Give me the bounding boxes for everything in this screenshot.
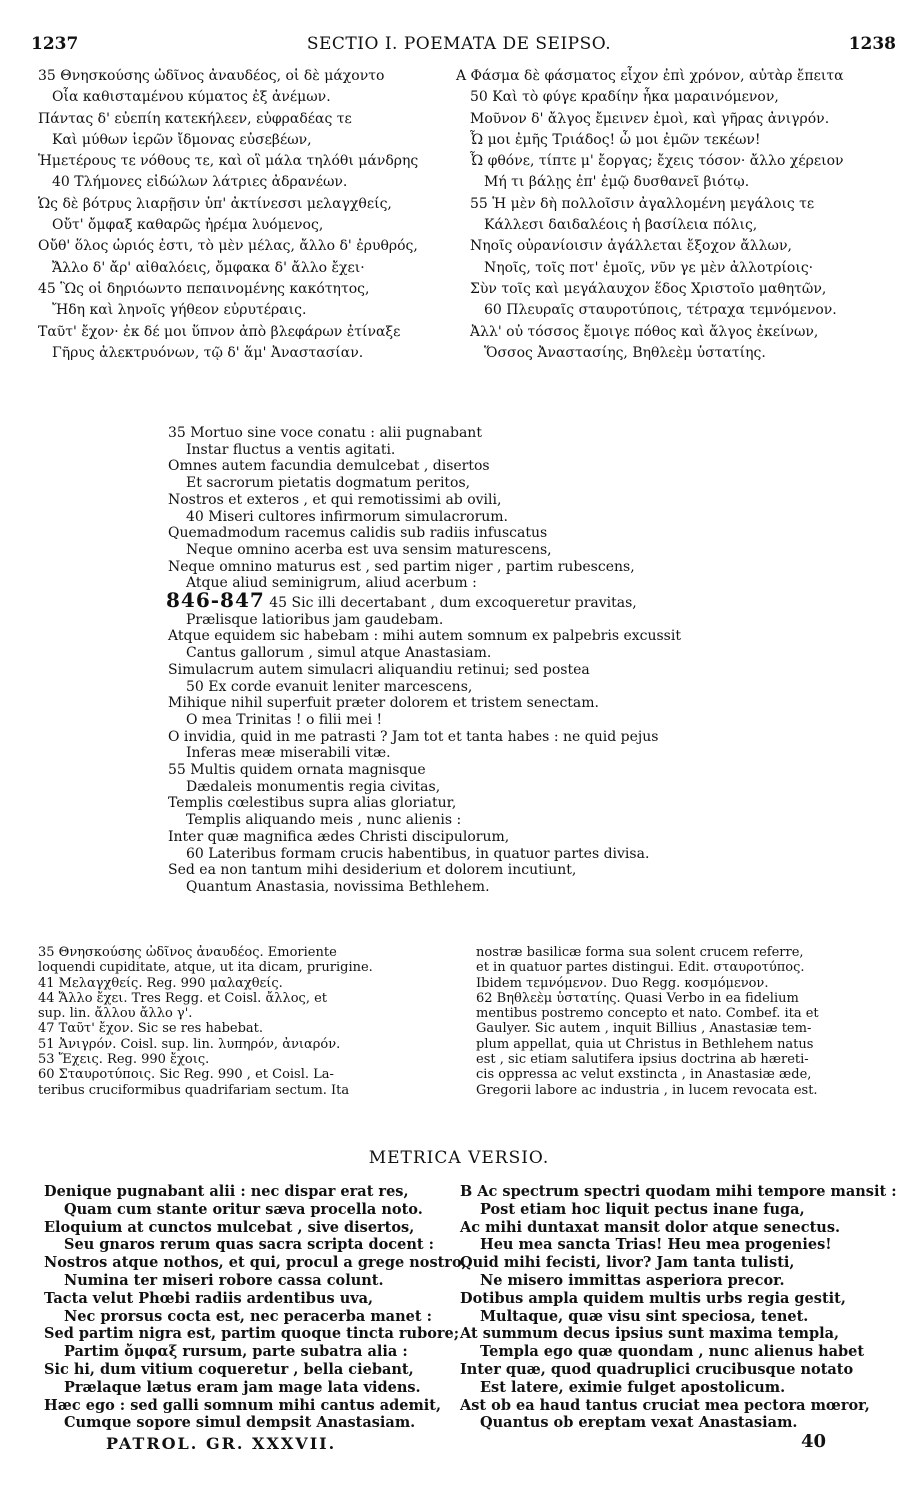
footnote-line: teribus cruciformibus quadrifariam sectum. Ita — [38, 1082, 350, 1098]
line-text: Et sacrorum pietatis dogmatum peritos, — [186, 475, 471, 492]
latin-line — [168, 612, 808, 629]
latin-line — [168, 846, 808, 863]
greek-verse-line — [38, 130, 458, 151]
footnote-line: cis oppressa ac velut exstincta , in Anastasiæ æde, — [476, 1067, 812, 1083]
metrical-verse-line — [44, 1183, 464, 1201]
line-text: Dotibus ampla quidem multis urbs regia gestit, — [460, 1289, 846, 1307]
line-text: Ὅσσος Ἀναστασίης, Βηθλεὲμ ὑστατίης. — [484, 344, 766, 361]
line-text: Οἷα καθισταμένου κύματος ἐξ ἀνέμων. — [52, 89, 331, 106]
line-text: Nostros et exteros , et qui remotissimi ab ovili, — [168, 491, 502, 508]
line-text: Cantus gallorum , simul atque Anastasiam. — [186, 645, 492, 662]
metrical-verse-line — [460, 1308, 900, 1326]
latin-line — [168, 492, 808, 509]
latin-line — [166, 588, 808, 613]
patrology-signature: PATROL. GR. XXXVII. — [106, 1434, 337, 1453]
latin-line — [168, 559, 808, 576]
latin-line — [168, 762, 808, 779]
line-text: Atque aliud seminigrum, aliud acerbum : — [186, 575, 477, 592]
footnotes-right-column — [476, 945, 891, 1098]
line-text: Νηοῖς οὐρανίοισιν ἀγάλλεται ἔξοχον ἄλλων, — [470, 238, 792, 255]
line-text: Quid mihi fecisti, livor? Jam tanta tulisti, — [460, 1254, 795, 1272]
line-text: Inter quæ, quod quadruplici crucibusque notato — [460, 1360, 854, 1378]
metrica-versio-heading: METRICA VERSIO. — [368, 1148, 550, 1168]
greek-verse-line — [456, 300, 896, 321]
metrical-verse-line — [460, 1254, 900, 1272]
greek-verse-line — [38, 172, 458, 193]
latin-line — [168, 458, 808, 475]
line-text: Neque omnino acerba est uva sensim maturescens, — [186, 541, 552, 558]
line-text: Ὦ φθόνε, τίπτε μ' ἔοργας; ἔχεις τόσον· ἄλλο χέρειον — [470, 153, 844, 170]
greek-verse-line — [38, 322, 458, 343]
greek-verse-line — [456, 279, 896, 300]
latin-translation — [168, 425, 808, 896]
line-text: Quemadmodum racemus calidis sub radiis infuscatus — [168, 525, 548, 542]
greek-verse-line — [456, 172, 896, 193]
metrical-verse-line — [460, 1290, 900, 1308]
line-text: Πάντας δ' εὐεπίη κατεκήλεεν, εὐφραδέας τε — [38, 110, 352, 127]
line-text: Denique pugnabant alii : nec dispar erat res, — [44, 1183, 409, 1200]
greek-text-right-column — [456, 66, 896, 364]
metrical-verse-line — [44, 1254, 467, 1272]
line-text: Ταῦτ' ἔχον· ἐκ δέ μοι ὕπνον ἀπὸ βλεφάρων ἐτίναξε — [38, 323, 401, 340]
metrical-verse-line — [44, 1219, 464, 1237]
latin-line — [168, 729, 808, 746]
line-text: Instar fluctus a ventis agitati. — [186, 441, 396, 458]
footnote-line: 35 Θνησκούσης ὠδῖνος ἀναυδέος. Emoriente — [38, 945, 337, 960]
metrical-verse-line — [460, 1183, 900, 1201]
metrical-verse-line — [44, 1272, 464, 1290]
line-text: Μή τι βάλῃς ἐπ' ἐμῷ δυσθανεῖ βιότῳ. — [484, 174, 750, 191]
latin-line — [168, 862, 808, 879]
line-text: Οὔθ' ὅλος ὡριός ἐστι, τὸ μὲν μέλας, ἄλλο δ' ἐρυθρός, — [38, 238, 418, 255]
line-text: Ὡς δὲ βότρυς λιαρῇσιν ὑπ' ἀκτίνεσσι μελαγχθείς, — [38, 195, 392, 212]
page-number-left: 1237 — [31, 34, 79, 54]
greek-verse-line — [38, 194, 458, 215]
line-text: Sed partim nigra est, partim quoque tincta rubore; — [44, 1325, 460, 1343]
line-text: 40 Τλήμονες εἰδώλων λάτριες ἀδρανέων. — [52, 174, 348, 191]
line-text: Templis cœlestibus supra alias gloriatur, — [168, 795, 457, 812]
greek-verse-line — [38, 343, 458, 364]
line-text: Nec prorsus cocta est, nec peracerba manet : — [64, 1307, 432, 1325]
latin-line — [168, 829, 808, 846]
line-text: Prælaque lætus eram jam mage lata videns. — [64, 1378, 421, 1396]
metrical-verse-line — [460, 1379, 900, 1397]
latin-line — [168, 745, 808, 762]
greek-verse-line — [38, 258, 458, 279]
metrical-verse-line — [44, 1379, 464, 1397]
line-text: 45 Ὣς οἱ δηριόωντο πεπαινομένης κακότητος, — [38, 280, 370, 297]
line-text: Νηοῖς, τοῖς ποτ' ἐμοῖς, νῦν γε μὲν ἀλλοτρίοις· — [484, 259, 814, 276]
greek-verse-line — [38, 300, 458, 321]
metrical-verse-line — [44, 1201, 464, 1219]
line-text: Templis aliquando meis , nunc alienis : — [186, 812, 462, 829]
greek-verse-line — [456, 151, 896, 172]
latin-line — [168, 662, 808, 679]
line-text: Est latere, eximie fulget apostolicum. — [480, 1378, 786, 1396]
greek-verse-line — [456, 66, 896, 87]
line-text: Καὶ μύθων ἱερῶν ἴδμονας εὐσεβέων, — [52, 131, 312, 148]
line-text: 60 Lateribus formam crucis habentibus, in quatuor partes divisa. — [186, 845, 650, 862]
footnote-line: 53 Ἔχεις. Reg. 990 ἔχοις. — [38, 1052, 210, 1068]
line-text: A Φάσμα δὲ φάσματος εἶχον ἐπὶ χρόνον, αὐτὰρ ἔπειτα — [456, 68, 844, 84]
line-text: Ἀλλ' οὐ τόσσος ἔμοιγε πόθος καὶ ἄλγος ἐκείνων, — [470, 323, 819, 340]
latin-line — [168, 645, 808, 662]
latin-line — [168, 442, 808, 459]
footnote-line: est , sic etiam salutifera ipsius doctrina ab hæreti- — [476, 1052, 809, 1068]
greek-verse-line — [38, 215, 458, 236]
line-text: Eloquium at cunctos mulcebat , sive disertos, — [44, 1218, 415, 1236]
latin-line — [168, 712, 808, 729]
footnote-line: nostræ basilicæ forma sua solent crucem referre, — [476, 945, 804, 960]
metrical-verse-line — [44, 1343, 464, 1361]
page-number-right: 1238 — [848, 34, 896, 54]
line-text: Seu gnaros rerum quas sacra scripta docent : — [64, 1236, 435, 1254]
latin-line — [168, 525, 808, 542]
line-text: Dædaleis monumentis regia civitas, — [186, 778, 441, 795]
line-text: 35 Θνησκούσης ὠδῖνος ἀναυδέος, οἱ δὲ μάχοντο — [38, 68, 385, 84]
greek-verse-line — [38, 87, 458, 108]
greek-verse-line — [456, 322, 896, 343]
latin-line — [168, 812, 808, 829]
latin-line — [168, 475, 808, 492]
sheet-number: 40 — [800, 1431, 826, 1452]
line-text: At summum decus ipsius sunt maxima templa, — [460, 1325, 840, 1343]
metrical-verse-line — [460, 1343, 900, 1361]
line-text: Hæc ego : sed galli somnum mihi cantus ademit, — [44, 1396, 442, 1414]
running-title: SECTIO I. POEMATA DE SEIPSO. — [306, 34, 612, 54]
line-text: 45 Sic illi decertabant , dum excoqueretur pravitas, — [269, 595, 637, 612]
line-text: Sed ea non tantum mihi desiderium et dolorem incutiunt, — [168, 862, 577, 879]
line-text: O mea Trinitas ! o filii mei ! — [186, 711, 383, 728]
line-text: Mihique nihil superfuit præter dolorem et tristem senectam. — [168, 695, 599, 712]
greek-verse-line — [38, 66, 458, 87]
footnote-line: sup. lin. ἄλλου ἄλλο γ'. — [38, 1006, 193, 1022]
metrical-verse-line — [44, 1361, 464, 1379]
metrical-verse-line — [44, 1414, 464, 1432]
footnotes-left-column — [38, 945, 453, 1098]
line-text: Ast ob ea haud tantus cruciat mea pectora mœror, — [460, 1396, 870, 1414]
greek-verse-line — [38, 236, 458, 257]
greek-verse-line — [456, 194, 896, 215]
latin-line — [168, 879, 808, 896]
line-text: Neque omnino maturus est , sed partim niger , partim rubescens, — [168, 558, 635, 575]
line-text: Tacta velut Phœbi radiis ardentibus uva, — [44, 1289, 374, 1307]
latin-line — [168, 425, 808, 442]
line-text: Post etiam hoc liquit pectus inane fuga, — [480, 1200, 805, 1218]
greek-verse-line — [38, 109, 458, 130]
line-text: Omnes autem facundia demulcebat , disertos — [168, 458, 490, 475]
line-text: Nostros atque nothos, et qui, procul a grege nostro, — [44, 1254, 467, 1272]
line-text: 55 Ἡ μὲν δὴ πολλοῖσιν ἀγαλλομένη μεγάλοις τε — [470, 195, 815, 212]
line-text: Σὺν τοῖς καὶ μεγάλαυχον ἕδος Χριστοῖο μαθητῶν, — [470, 280, 827, 297]
greek-verse-line — [456, 109, 896, 130]
greek-verse-line — [456, 215, 896, 236]
metrical-verse-line — [460, 1272, 900, 1290]
line-text: Heu mea sancta Trias! Heu mea progenies! — [480, 1236, 832, 1254]
latin-line — [168, 779, 808, 796]
footnote-line: plum appellat, quia ut Christus in Bethlehem natus — [476, 1036, 814, 1052]
line-text: Ne misero immittas asperiora precor. — [480, 1271, 785, 1289]
greek-verse-line — [456, 236, 896, 257]
metrical-verse-line — [460, 1414, 900, 1432]
metrical-verse-line — [44, 1236, 464, 1254]
line-text: 50 Ex corde evanuit leniter marcescens, — [186, 678, 473, 695]
greek-verse-line — [456, 130, 896, 151]
latin-line — [168, 695, 808, 712]
line-text: Ἡμετέρους τε νόθους τε, καὶ οἳ μάλα τηλόθι μάνδρης — [38, 153, 419, 170]
line-text: Atque equidem sic habebam : mihi autem somnum ex palpebris excussit — [168, 628, 681, 645]
line-text: B Ac spectrum spectri quodam mihi tempore mansit : — [460, 1183, 897, 1200]
footnote-line: Ibidem τεμνόμενον. Duo Regg. κοσμόμενον. — [476, 975, 769, 991]
line-text: Ἤδη καὶ ληνοῖς γήθεον εὐρυτέραις. — [52, 302, 307, 319]
footnote-line: Gregorii labore ac industria , in lucem revocata est. — [476, 1082, 818, 1098]
line-text: Ἄλλο δ' ἄρ' αἰθαλόεις, ὄμφακα δ' ἄλλο ἔχει· — [52, 259, 365, 276]
metrical-verse-line — [44, 1397, 464, 1415]
line-text: Quantum Anastasia, novissima Bethlehem. — [186, 878, 490, 895]
line-text: Partim ὄμφαξ rursum, parte subatra alia : — [64, 1343, 408, 1361]
line-text: Sic hi, dum vitium coqueretur , bella ciebant, — [44, 1360, 414, 1378]
greek-verse-line — [456, 87, 896, 108]
line-text: Inferas meæ miserabili vitæ. — [186, 745, 391, 762]
line-text: Templa ego quæ quondam , nunc alienus habet — [480, 1343, 865, 1361]
line-text: Γῆρυς ἀλεκτρυόνων, τῷ δ' ἅμ' Ἀναστασίαν. — [52, 344, 364, 361]
line-text: 55 Multis quidem ornata magnisque — [168, 762, 426, 779]
metrical-verse-line — [44, 1308, 464, 1326]
line-text: Μοῦνον δ' ἄλγος ἔμεινεν ἐμοὶ, καὶ γῆρας ἀνιγρόν. — [470, 110, 830, 127]
footnote-line: et in quatuor partes distingui. Edit. σταυροτύπος. — [476, 960, 805, 976]
metrical-verse-line — [460, 1325, 900, 1343]
metrical-verse-line — [460, 1397, 900, 1415]
line-text: Cumque sopore simul dempsit Anastasiam. — [64, 1414, 416, 1432]
greek-verse-line — [456, 343, 896, 364]
line-text: 40 Miseri cultores infirmorum simulacrorum. — [186, 508, 509, 525]
footnote-line: mentibus postremo concepto et nato. Combef. ita et — [476, 1006, 819, 1022]
metrical-verse-line — [460, 1219, 900, 1237]
greek-verse-line — [38, 151, 458, 172]
footnote-line: 47 Ταῦτ' ἔχον. Sic se res habebat. — [38, 1021, 264, 1037]
latin-line — [168, 628, 808, 645]
metrical-verse-left-column — [44, 1183, 467, 1432]
line-text: 35 Mortuo sine voce conatu : alii pugnabant — [168, 425, 482, 441]
line-text: Numina ter miseri robore cassa colunt. — [64, 1271, 384, 1289]
metrical-verse-line — [460, 1236, 900, 1254]
latin-line — [168, 679, 808, 696]
line-text: Multaque, quæ visu sint speciosa, tenet. — [480, 1307, 809, 1325]
line-text: 60 Πλευραῖς σταυροτύποις, τέτραχα τεμνόμενον. — [484, 302, 837, 319]
line-text: 50 Καὶ τὸ φύγε κραδίην ἧκα μαραινόμενον, — [470, 89, 779, 106]
greek-text-left-column — [38, 66, 458, 364]
latin-line — [168, 509, 808, 526]
metrical-verse-line — [460, 1361, 900, 1379]
greek-verse-line — [38, 279, 458, 300]
metrical-verse-right-column — [460, 1183, 900, 1432]
footnote-line: 62 Βηθλεὲμ ὑστατίης. Quasi Verbo in ea fidelium — [476, 990, 799, 1006]
footnote-line: 41 Μελαγχθείς. Reg. 990 μαλαχθείς. — [38, 975, 283, 991]
latin-line — [168, 795, 808, 812]
metrical-verse-line — [44, 1325, 464, 1343]
line-text: Ὦ μοι ἐμῆς Τριάδος! ὦ μοι ἐμῶν τεκέων! — [470, 131, 761, 148]
footnote-line: 60 Σταυροτύποις. Sic Reg. 990 , et Coisl. La- — [38, 1067, 334, 1083]
footnote-line: Gaulyer. Sic autem , inquit Billius , Anastasiæ tem- — [476, 1021, 812, 1037]
line-text: Quantus ob ereptam vexat Anastasiam. — [480, 1414, 798, 1432]
latin-line — [168, 542, 808, 559]
line-text: Κάλλεσι δαιδαλέοις ἡ βασίλεια πόλις, — [484, 217, 758, 234]
line-text: Ac mihi duntaxat mansit dolor atque senectus. — [460, 1218, 841, 1236]
line-text: Prælisque latioribus jam gaudebam. — [186, 611, 444, 628]
running-header — [0, 34, 918, 56]
greek-verse-line — [456, 258, 896, 279]
line-text: Simulacrum autem simulacri aliquandiu retinui; sed postea — [168, 661, 590, 678]
footnote-line: 51 Ἀνιγρόν. Coisl. sup. lin. λυπηρόν, ἀνιαρόν. — [38, 1036, 341, 1052]
metrical-verse-line — [460, 1201, 900, 1219]
footnote-line: 44 Ἄλλο ἔχει. Tres Regg. et Coisl. ἄλλος, et — [38, 990, 327, 1006]
line-text: O invidia, quid in me patrasti ? Jam tot et tanta habes : ne quid pejus — [168, 728, 659, 745]
line-text: Inter quæ magnifica ædes Christi discipulorum, — [168, 828, 510, 845]
footnote-line: loquendi cupiditate, atque, ut ita dicam, prurigine. — [38, 960, 373, 976]
line-text: Quam cum stante oritur sæva procella noto. — [64, 1200, 423, 1218]
line-text: Οὔτ' ὄμφαξ καθαρῶς ἠρέμα λυόμενος, — [52, 217, 324, 234]
metrical-verse-line — [44, 1290, 464, 1308]
column-marker: 846-847 — [166, 588, 265, 613]
